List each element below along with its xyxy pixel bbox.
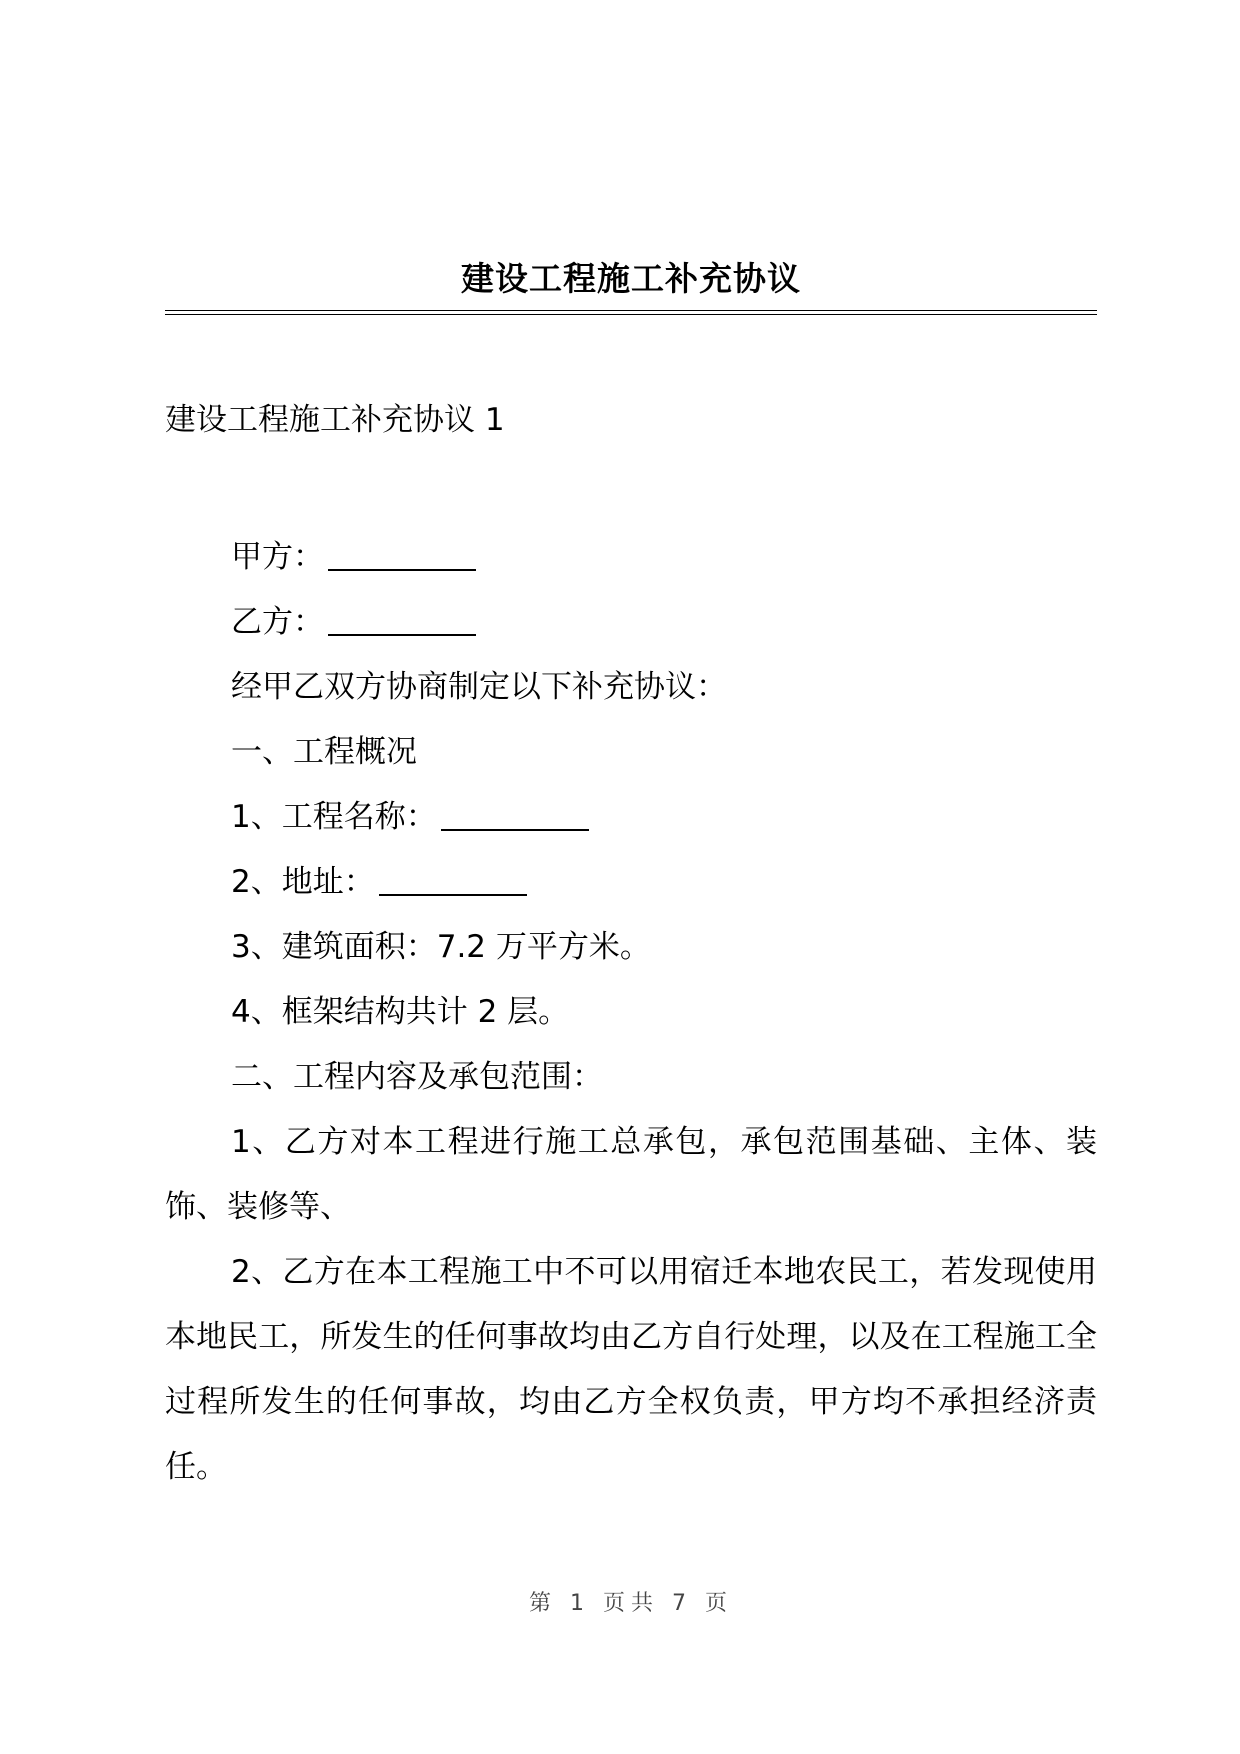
title-divider — [165, 310, 1097, 311]
party-b-line — [165, 590, 1097, 655]
page-footer: 第 1 页共 7 页 — [529, 1591, 733, 1616]
address-label: 2、地址： — [231, 864, 375, 900]
document-body — [165, 525, 1097, 1500]
project-name-blank-field — [441, 799, 589, 831]
section-2-heading: 二、工程内容及承包范围： — [231, 1059, 603, 1095]
document-title: 建设工程施工补充协议 — [461, 259, 801, 298]
party-b-blank-field — [328, 604, 476, 636]
title-divider-double — [165, 314, 1097, 315]
structure-line: 4、框架结构共计 2 层。 — [231, 994, 570, 1030]
section-heading: 建设工程施工补充协议 1 — [165, 402, 505, 438]
party-a-blank-field — [328, 539, 476, 571]
project-name-line — [165, 785, 1097, 850]
address-blank-field — [379, 864, 527, 896]
section-1-heading: 一、工程概况 — [231, 734, 417, 770]
project-name-label: 1、工程名称： — [231, 799, 437, 835]
party-a-label: 甲方： — [231, 539, 324, 575]
party-a-line — [165, 525, 1097, 590]
scope-paragraph-2: 2、乙方在本工程施工中不可以用宿迁本地农民工，若发现使用本地民工，所发生的任何事故均由乙方自行处理，以及在工程施工全过程所发生的任何事故，均由乙方全权负责，甲方均不承担经济责任。 — [165, 1254, 1097, 1485]
intro-paragraph: 经甲乙双方协商制定以下补充协议： — [231, 669, 727, 705]
scope-paragraph-1: 1、乙方对本工程进行施工总承包，承包范围基础、主体、装饰、装修等、 — [165, 1124, 1097, 1225]
party-b-label: 乙方： — [231, 604, 324, 640]
address-line — [165, 850, 1097, 915]
building-area-line: 3、建筑面积：7.2 万平方米。 — [231, 929, 651, 965]
